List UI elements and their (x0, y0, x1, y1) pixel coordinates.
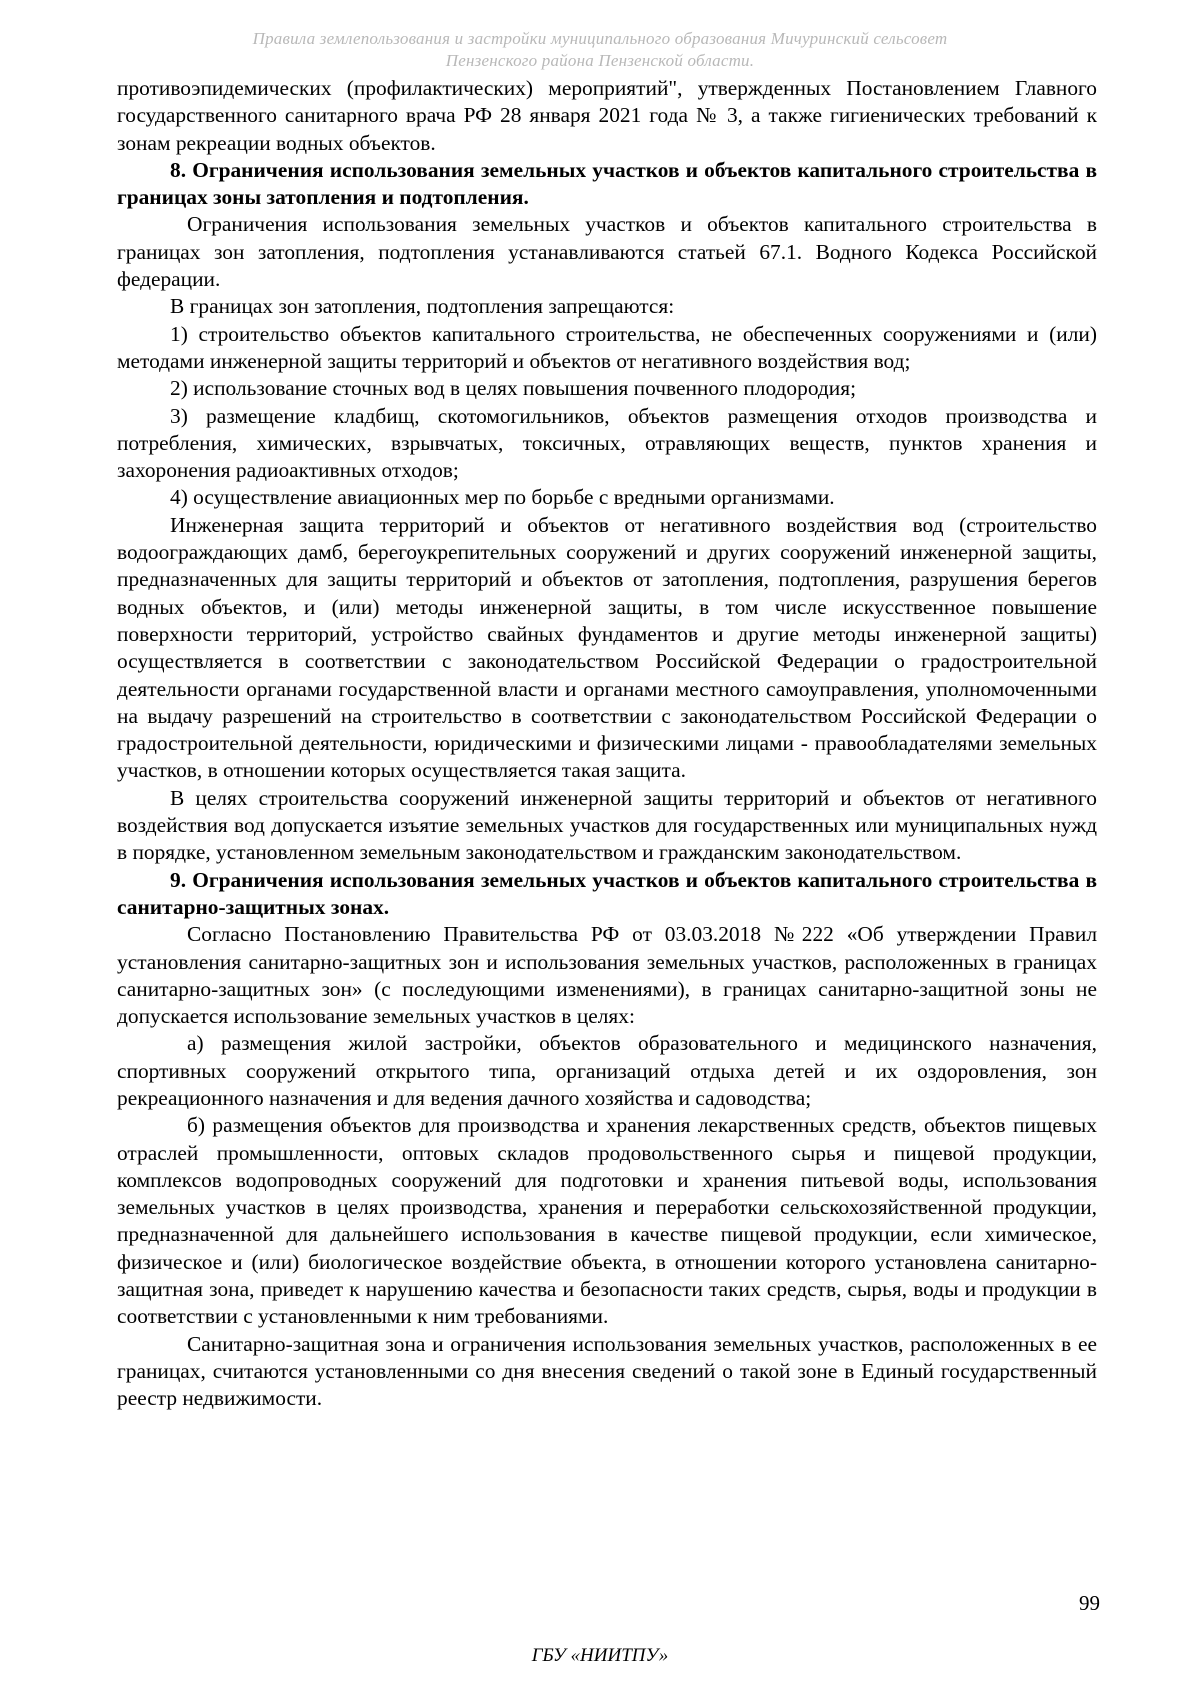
paragraph: Согласно Постановлению Правительства РФ от 03.03.2018 №222 «Об утверждении Правил установления санитарно-защитных зон и использования земельных участков, расположенных в границах санитарно-защитных зон» (с последующими изменениями), в границах санитарно-защитной зоны не допускается использование земельных участков в целях: (117, 922, 1097, 1029)
running-header-line-2: Пензенского района Пензенской области. (445, 51, 755, 70)
list-item: 2) использование сточных вод в целях повышения почвенного плодородия; (170, 376, 857, 401)
page-number: 99 (1079, 1591, 1100, 1615)
paragraph: Санитарно-защитная зона и ограничения использования земельных участков, расположенных в ее границах, считаются установленными со дня внесения сведений о такой зоне в Единый государственный реестр недвижимости. (117, 1331, 1097, 1411)
paragraph-continuation: противоэпидемических (профилактических) мероприятий", утвержденных Постановлением Главного государственного санитарного врача РФ 28 января 2021 года № 3, а также гигиенических требований к зонам рекреации водных объектов. (117, 76, 1097, 155)
running-header-line-1: Правила землепользования и застройки муниципального образования Мичуринский сельсовет (252, 29, 948, 48)
list-item: а) размещения жилой застройки, объектов образовательного и медицинского назначения, спортивных сооружений открытого типа, организаций отдыха детей и их оздоровления, зон рекреационного назначения и для ведения дачного хозяйства и садоводства; (117, 1031, 1097, 1110)
list-item: 3) размещение кладбищ, скотомогильников, объектов размещения отходов производства и потребления, химических, взрывчатых, токсичных, отравляющих веществ, пунктов хранения и захоронения радиоактивных отходов; (117, 403, 1097, 483)
paragraph: В границах зон затопления, подтопления запрещаются: (170, 294, 675, 319)
list-item: 4) осуществление авиационных мер по борьбе с вредными организмами. (170, 485, 835, 510)
section-heading-8: 8. Ограничения использования земельных участков и объектов капитального строительства в границах зоны затопления и подтопления. (117, 157, 1097, 210)
document-body (117, 75, 1097, 1413)
running-header (150, 28, 1050, 72)
section-heading-9: 9. Ограничения использования земельных участков и объектов капитального строительства в санитарно-защитных зонах. (117, 867, 1097, 919)
paragraph: Инженерная защита территорий и объектов от негативного воздействия вод (строительство водоограждающих дамб, берегоукрепительных сооружений и других сооружений инженерной защиты, предназначенных для защиты территорий и объектов от затопления, подтопления, разрушения берегов водных объектов, и (или) методы инженерной защиты, в том числе искусственное повышение поверхности территорий, устройство свайных фундаментов и другие методы инженерной защиты) осуществляется в соответствии с законодательством Российской Федерации о градостроительной деятельности органами государственной власти и органами местного самоуправления, уполномоченными на выдачу разрешений на строительство в соответствии с законодательством Российской Федерации о градостроительной деятельности, юридическими и физическими лицами - правообладателями земельных участков, в отношении которых осуществляется такая защита. (117, 512, 1097, 783)
paragraph: Ограничения использования земельных участков и объектов капитального строительства в границах зон затопления, подтопления устанавливаются статьей 67.1. Водного Кодекса Российской федерации. (117, 212, 1097, 292)
list-item: 1) строительство объектов капитального строительства, не обеспеченных сооружениями и (или) методами инженерной защиты территорий и объектов от негативного воздействия вод; (117, 321, 1097, 373)
paragraph: В целях строительства сооружений инженерной защиты территорий и объектов от негативного воздействия вод допускается изъятие земельных участков для государственных или муниципальных нужд в порядке, установленном земельным законодательством и гражданским законодательством. (117, 785, 1097, 865)
running-footer: ГБУ «НИИТПУ» (531, 1645, 669, 1666)
list-item: б) размещения объектов для производства и хранения лекарственных средств, объектов пищевых отраслей промышленности, оптовых складов продовольственного сырья и пищевой продукции, комплексов водопроводных сооружений для подготовки и хранения питьевой воды, использования земельных участков в целях производства, хранения и переработки сельскохозяйственной продукции, предназначенной для дальнейшего использования в качестве пищевой продукции, если химическое, физическое и (или) биологическое воздействие объекта, в отношении которого установлена санитарно-защитная зона, приведет к нарушению качества и безопасности таких средств, сырья, воды и продукции в соответствии с установленными к ним требованиями. (117, 1113, 1097, 1329)
